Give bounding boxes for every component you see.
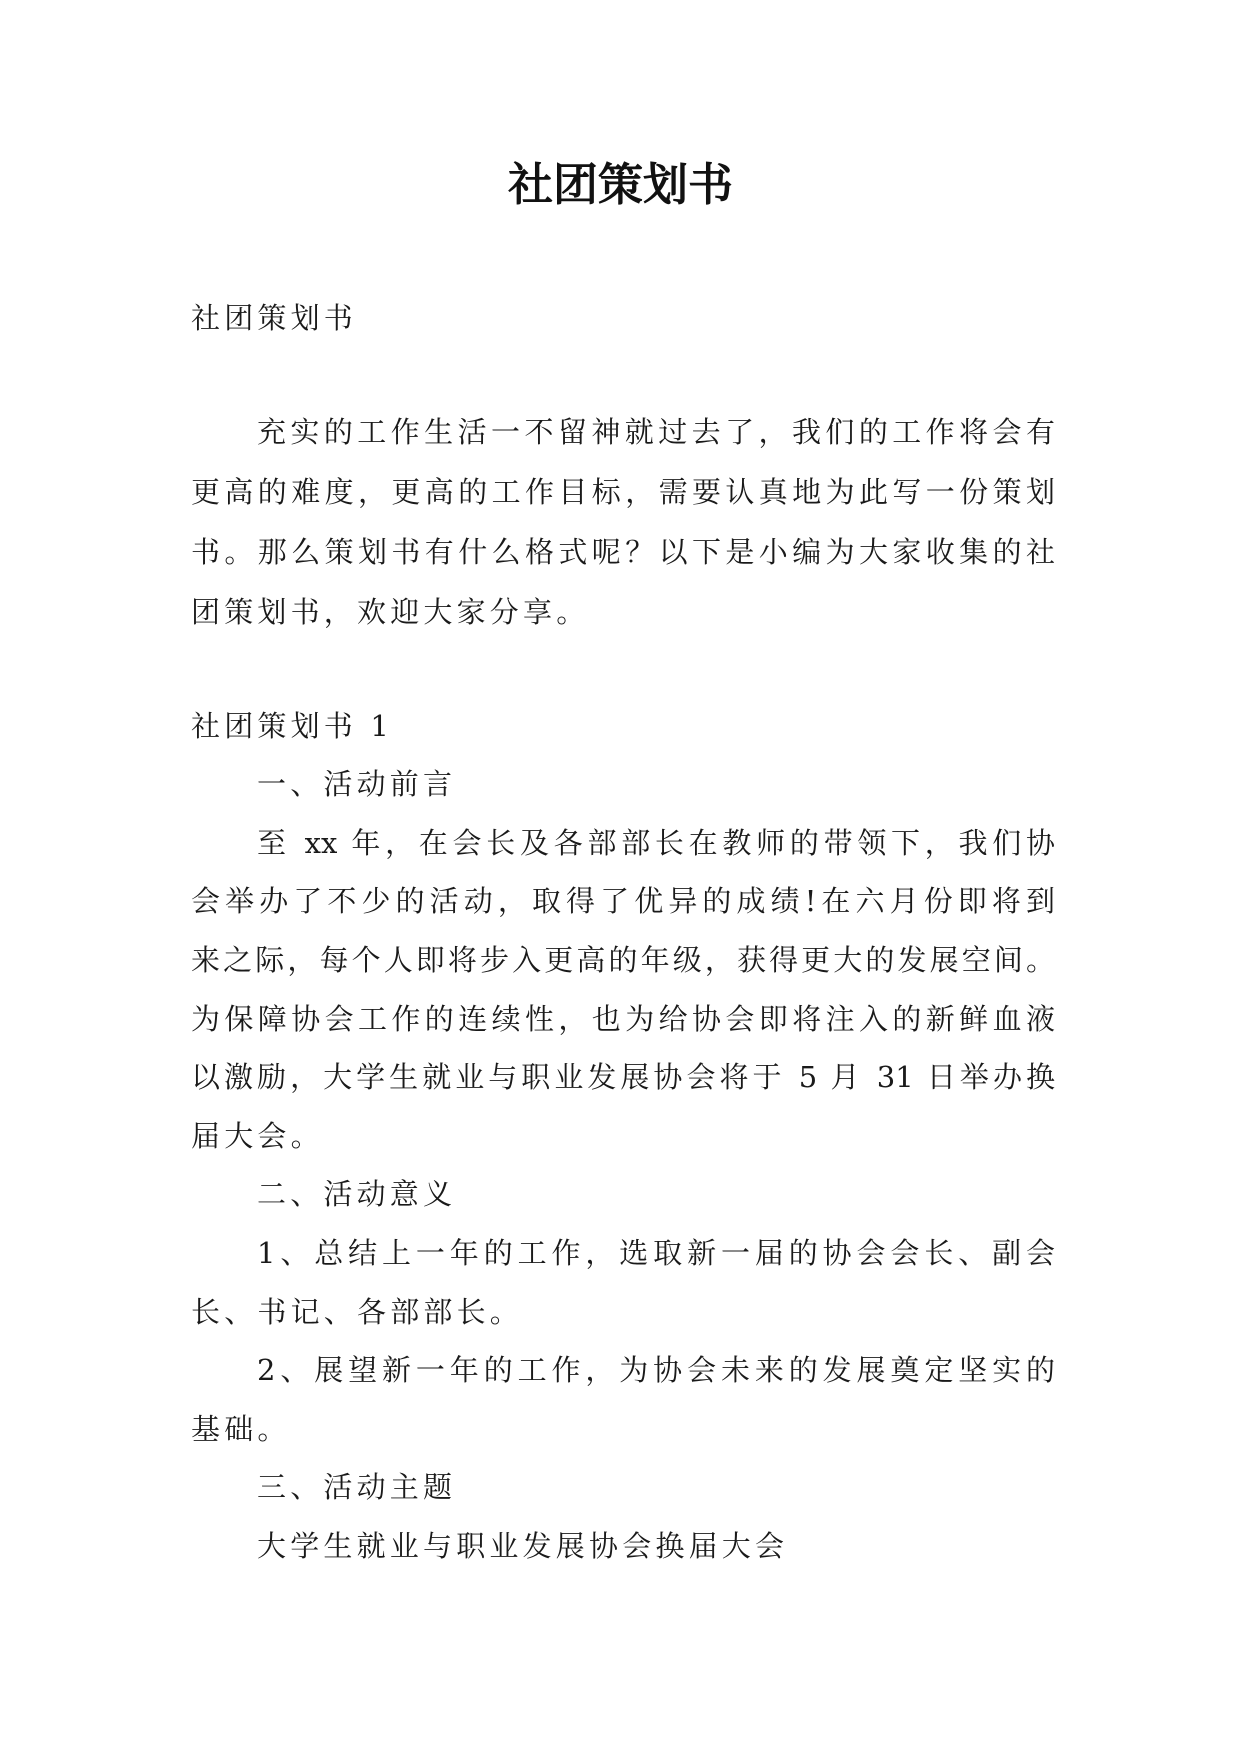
plan-section: [191, 697, 1055, 1576]
significance-item-line: 2、展望新一年的工作，为协会未来的发展奠定坚实的: [257, 1353, 1055, 1388]
theme-text: 大学生就业与职业发展协会换届大会: [257, 1529, 789, 1563]
intro-line: 充实的工作生活一不留神就过去了，我们的工作将会有: [257, 415, 1055, 449]
plan-heading: 社团策划书 1: [191, 708, 394, 743]
preface-line: 届大会。: [191, 1118, 324, 1153]
significance-item-line: 长、书记、各部部长。: [191, 1294, 524, 1329]
intro-line: 更高的难度，更高的工作目标，需要认真地为此写一份策划: [191, 475, 1055, 509]
preface-line: 来之际，每个人即将步入更高的年级，获得更大的发展空间。: [191, 943, 1055, 978]
intro-paragraph: [191, 402, 1055, 642]
document-label: 社团策划书: [191, 300, 358, 335]
preface-line: 至 xx 年，在会长及各部部长在教师的带领下，我们协: [257, 825, 1055, 860]
theme-heading: 三、活动主题: [257, 1470, 457, 1505]
preface-line: 会举办了不少的活动，取得了优异的成绩!在六月份即将到: [191, 884, 1055, 919]
significance-heading: 二、活动意义: [257, 1177, 457, 1212]
page-title: 社团策划书: [507, 158, 733, 211]
preface-line: 以激励，大学生就业与职业发展协会将于 5 月 31 日举办换: [191, 1060, 1055, 1095]
preface-heading: 一、活动前言: [257, 767, 457, 802]
significance-item-line: 基础。: [191, 1411, 291, 1446]
document-label-block: [191, 289, 1055, 348]
intro-line: 书。那么策划书有什么格式呢？以下是小编为大家收集的社: [191, 535, 1055, 569]
intro-line: 团策划书，欢迎大家分享。: [191, 595, 590, 629]
preface-line: 为保障协会工作的连续性，也为给协会即将注入的新鲜血液: [191, 1001, 1055, 1036]
significance-item-line: 1、总结上一年的工作，选取新一届的协会会长、副会: [257, 1236, 1055, 1271]
